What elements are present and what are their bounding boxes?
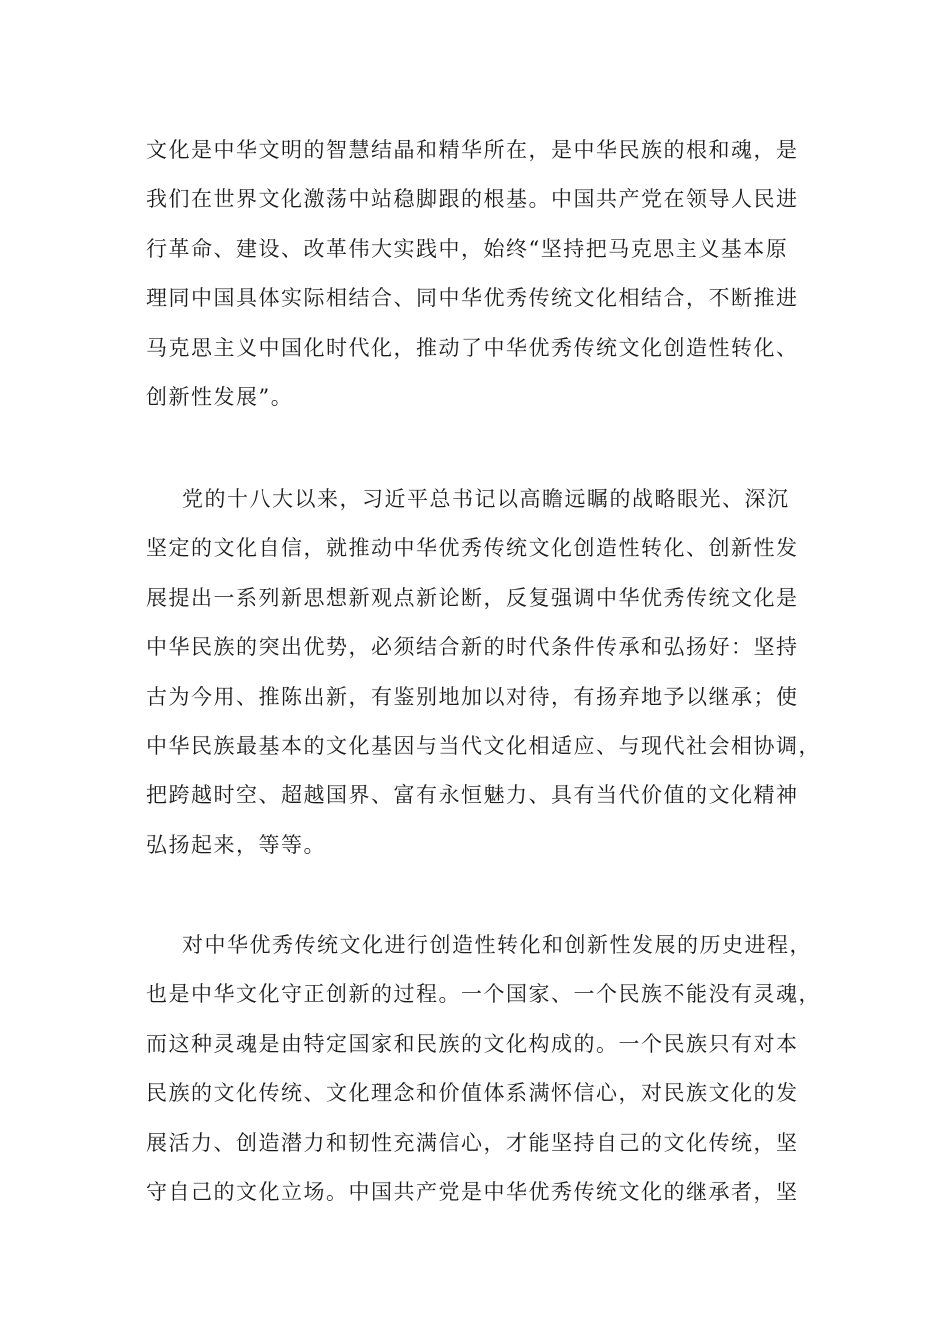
paragraph-line: 对中华优秀传统文化进行创造性转化和创新性发展的历史进程， (182, 933, 812, 957)
paragraph-line: 也是中华文化守正创新的过程。一个国家、一个民族不能没有灵魂， (146, 982, 821, 1007)
paragraph-line: 我们在世界文化激荡中站稳脚跟的根基。中国共产党在领导人民进 (146, 187, 799, 212)
paragraph-line: 民族的文化传统、文化理念和价值体系满怀信心，对民族文化的发 (146, 1081, 799, 1106)
paragraph-2 (146, 475, 836, 870)
paragraph-3 (146, 921, 836, 1217)
paragraph-line: 党的十八大以来，习近平总书记以高瞻远瞩的战略眼光、深沉 (182, 487, 790, 511)
paragraph-line: 坚定的文化自信，就推动中华优秀传统文化创造性转化、创新性发 (146, 536, 799, 561)
paragraph-1 (146, 126, 836, 422)
paragraph-line: 理同中国具体实际相结合、同中华优秀传统文化相结合，不断推进 (146, 286, 799, 311)
paragraph-line: 文化是中华文明的智慧结晶和精华所在，是中华民族的根和魂，是 (146, 138, 799, 162)
paragraph-line: 中华民族的突出优势，必须结合新的时代条件传承和弘扬好：坚持 (146, 635, 799, 660)
paragraph-line: 古为今用、推陈出新，有鉴别地加以对待，有扬弃地予以继承；使 (146, 684, 799, 709)
paragraph-line: 而这种灵魂是由特定国家和民族的文化构成的。一个民族只有对本 (146, 1031, 799, 1056)
paragraph-line: 展提出一系列新思想新观点新论断，反复强调中华优秀传统文化是 (146, 585, 799, 610)
paragraph-line: 行革命、建设、改革伟大实践中，始终“坚持把马克思主义基本原 (146, 236, 789, 261)
paragraph-line: 守自己的文化立场。中国共产党是中华优秀传统文化的继承者，坚 (146, 1179, 799, 1204)
paragraph-line: 展活力、创造潜力和韧性充满信心，才能坚持自己的文化传统，坚 (146, 1130, 799, 1155)
paragraph-line: 创新性发展”。 (146, 384, 294, 409)
paragraph-line: 弘扬起来，等等。 (146, 832, 326, 857)
paragraph-line: 马克思主义中国化时代化，推动了中华优秀传统文化创造性转化、 (146, 335, 799, 360)
paragraph-line: 中华民族最基本的文化基因与当代文化相适应、与现代社会相协调， (146, 733, 821, 758)
paragraph-line: 把跨越时空、超越国界、富有永恒魅力、具有当代价值的文化精神 (146, 783, 799, 808)
